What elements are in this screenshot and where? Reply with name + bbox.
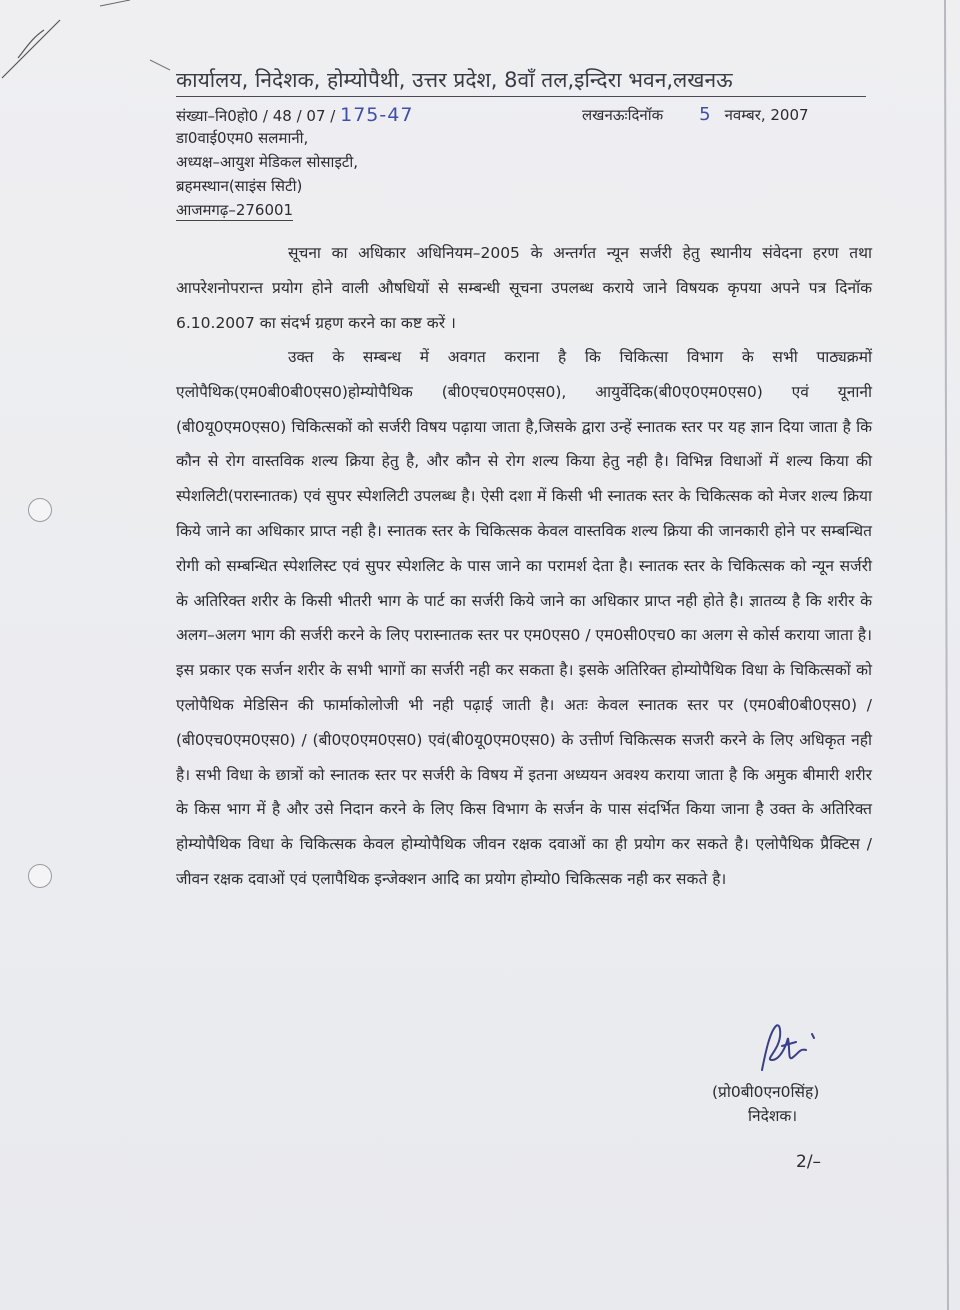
- recipient-locality: ब्रहमस्थान(साइंस सिटी): [176, 177, 303, 195]
- recipient-organisation: अध्यक्ष–आयुश मेडिकल सोसाइटी,: [176, 153, 359, 171]
- recipient-name: डा0वाई0एम0 सलमानी,: [176, 129, 309, 147]
- page-continuation-marker: 2/–: [796, 1152, 822, 1172]
- body-paragraph-2: उक्त के सम्बन्ध में अवगत कराना है कि चिकित्सा विभाग के सभी पाठ्यक्रमों एलोपैथिक(एम0बी0बी0एस0)होम्योपैथिक (बी0एच0एम0एस0), आयुर्वेदिक(बी0ए0एम0एस0) एवं यूनानी (बी0यू0एम0एस0) चिकित्सकों को सर्जरी विषय पढ़ाया जाता है,जिसके द्वारा उन्हें स्नातक स्तर पर यह ज्ञान दिया जाता है कि कौन से रोग वास्तविक शल्य क्रिया हेतु है, और कौन से रोग शल्य किया हेतु नही है। विभिन्न विधाओं में शल्य किया की स्पेशलिटी(परास्नातक) एवं सुपर स्पेशलिटी उपलब्ध है। ऐसी दशा में किसी भी स्नातक स्तर के चिकित्सक को मेजर शल्य क्रिया किये जाने का अधिकार प्राप्त नही है। स्नातक स्तर के चिकित्सक केवल वास्तविक शल्य क्रिया की जानकारी होने पर सम्बन्धित रोगी को सम्बन्धित स्पेशलिस्ट एवं सुपर स्पेशलिट के पास जाने का परामर्श देता है। स्नातक स्तर के चिकित्सक को न्यून सर्जरी के अतिरिक्त शरीर के किसी भीतरी भाग के पार्ट का सर्जरी किये जाने का अधिकार प्राप्त नही होते है। ज्ञातव्य है कि शरीर के अलग–अलग भाग की सर्जरी करने के लिए परास्नातक स्तर पर एम0एस0 / एम0सी0एच0 का अलग से कोर्स कराया जाता है। इस प्रकार एक सर्जन शरीर के सभी भागों का सर्जरी नही कर सकता है। इसके अतिरिक्त होम्योपैथिक विधा के चिकित्सकों को एलोपैथिक मेडिसिन की फार्माकोलोजी भी नही पढ़ाई जाती है। अतः केवल स्नातक स्तर पर (एम0बी0बी0एस0) / (बी0एच0एम0एस0) / (बी0ए0एम0एस0) एवं(बी0यू0एम0एस0) के उत्तीर्ण चिकित्सक सजरी करने के लिए अधिकृत नही है। सभी विधा के छात्रों को स्नातक स्तर पर सर्जरी के विषय में इतना अध्ययन अवश्य कराया जाता है कि अमुक बीमारी शरीर के किस भाग में है और उसे निदान करने के लिए किस विभाग के सर्जन के पास संदर्भित किया जाना है उक्त के अतिरिक्त होम्योपैथिक विधा के चिकित्सक केवल होम्योपैथिक जीवन रक्षक दवाओं का ही प्रयोग कर सकते है। एलोपैथिक प्रैक्टिस / जीवन रक्षक दवाओं एवं एलापैथिक इन्जेक्शन आदि का प्रयोग होम्यो0 चिकित्सक नही कर सकते है।: [176, 348, 872, 888]
- signatory-designation: निदेशक।: [748, 1107, 798, 1125]
- date-month-year: नवम्बर, 2007: [724, 106, 809, 124]
- signatory-name: (प्रो0बी0एन0सिंह): [712, 1083, 820, 1101]
- handwritten-signature: [752, 1020, 822, 1080]
- body-paragraph-1: सूचना का अधिकार अधिनियम–2005 के अन्तर्गत न्यून सर्जरी हेतु स्थानीय संवेदना हरण तथा आपरेशनोपरान्त प्रयोग होने वाली औषधियों से सम्बन्धी सूचना उपलब्ध कराये जाने विषयक कृपया अपने पत्र दिनॉक 6.10.2007 का संदर्भ ग्रहण करने का कष्ट करें ।: [176, 244, 872, 332]
- date-line: [582, 104, 809, 125]
- reference-prefix: संख्या–नि0हो0 / 48 / 07 /: [176, 107, 336, 125]
- reference-number: [176, 104, 413, 126]
- recipient-city: आजमगढ़–276001: [176, 201, 294, 219]
- punch-hole-top: [28, 498, 52, 522]
- reference-handwritten-number: 175-47: [340, 104, 414, 126]
- date-label: लखनऊःदिनॉक: [582, 106, 664, 124]
- punch-hole-bottom: [28, 864, 52, 888]
- letterhead-title: कार्यालय, निदेशक, होम्योपैथी, उत्तर प्रदेश, 8वॉं तल,इन्दिरा भवन,लखनऊ: [176, 66, 866, 97]
- date-day-handwritten: 5: [699, 104, 711, 125]
